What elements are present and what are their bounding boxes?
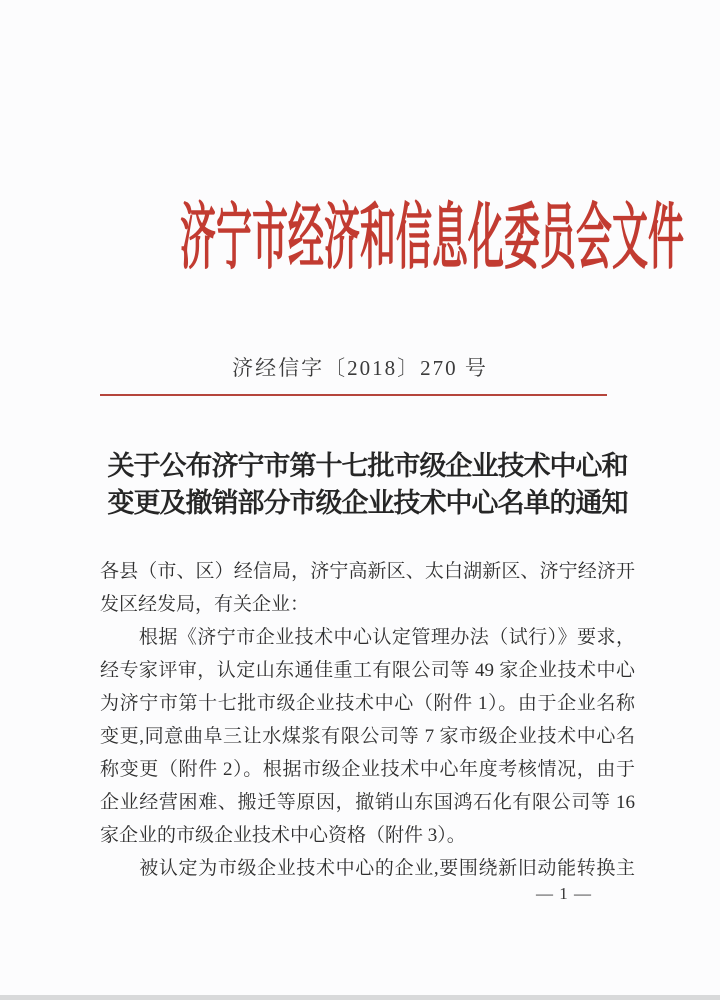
notice-body xyxy=(100,555,635,885)
body-line: 为济宁市第十七批市级企业技术中心（附件 1）。由于企业名称 xyxy=(100,693,635,714)
notice-title-line-2: 变更及撤销部分市级企业技术中心名单的通知 xyxy=(107,488,628,518)
body-line: 变更,同意曲阜三让水煤浆有限公司等 7 家市级企业技术中心名 xyxy=(100,726,635,747)
body-line: 发区经发局，有关企业： xyxy=(100,594,310,615)
red-divider-line xyxy=(100,394,607,396)
document-reference-number: 济经信字〔2018〕270 号 xyxy=(232,356,488,380)
page-number: — 1 — xyxy=(536,884,592,903)
body-line: 被认定为市级企业技术中心的企业,要围绕新旧动能转换主 xyxy=(100,858,635,879)
body-line: 经专家评审，认定山东通佳重工有限公司等 49 家企业技术中心 xyxy=(100,660,635,681)
body-line: 家企业的市级企业技术中心资格（附件 3）。 xyxy=(100,825,466,846)
body-line: 各县（市、区）经信局，济宁高新区、太白湖新区、济宁经济开 xyxy=(100,561,635,582)
scanner-edge-artifact xyxy=(0,995,720,1000)
body-line: 称变更（附件 2）。根据市级企业技术中心年度考核情况，由于 xyxy=(100,759,635,780)
notice-title-line-1: 关于公布济宁市第十七批市级企业技术中心和 xyxy=(107,451,628,481)
body-line: 根据《济宁市企业技术中心认定管理办法（试行）》要求， xyxy=(100,627,635,648)
body-line: 企业经营困难、搬迁等原因，撤销山东国鸿石化有限公司等 16 xyxy=(100,792,635,813)
agency-banner-title: 济宁市经济和信息化委员会文件 xyxy=(180,198,685,278)
notice-title xyxy=(92,448,643,522)
